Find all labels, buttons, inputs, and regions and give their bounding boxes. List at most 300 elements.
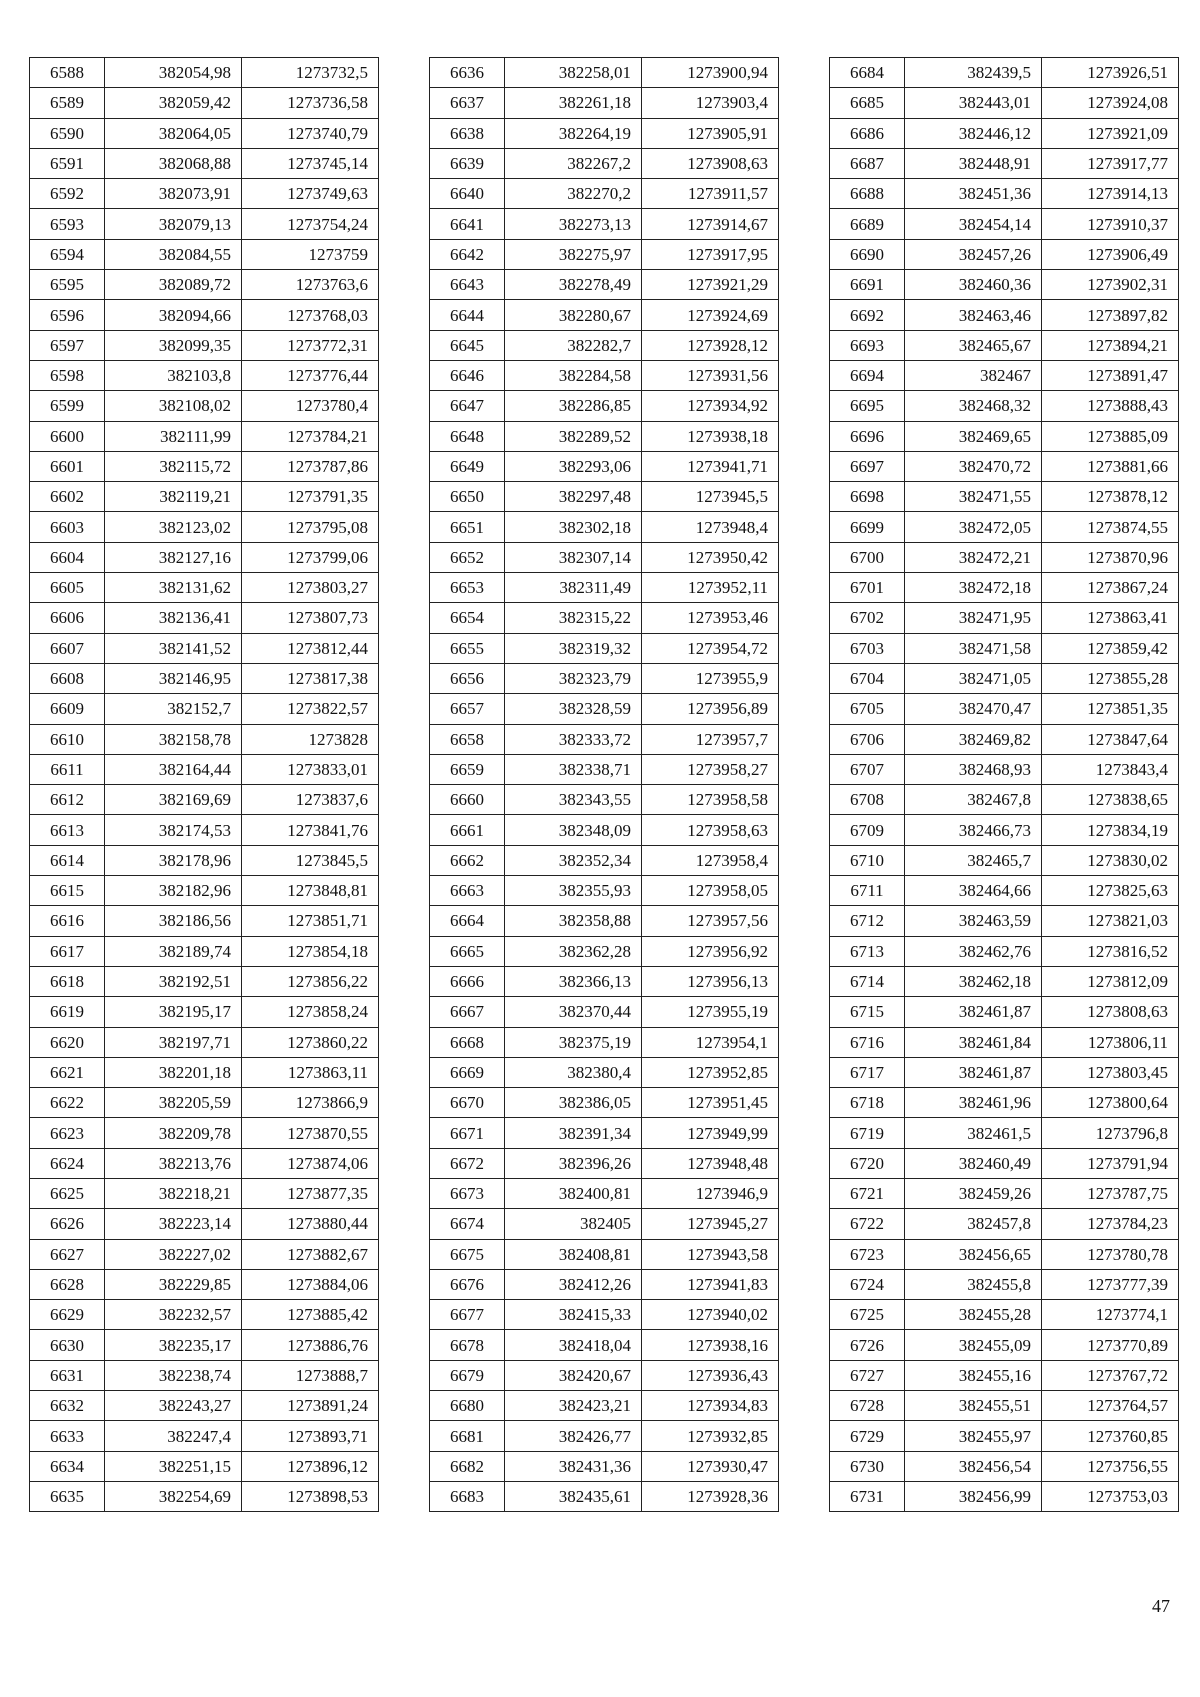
x-coordinate-cell: 382278,49	[505, 270, 642, 300]
y-coordinate-cell: 1273948,48	[642, 1148, 779, 1178]
point-number-cell: 6599	[30, 391, 105, 421]
x-coordinate-cell: 382443,01	[905, 88, 1042, 118]
x-coordinate-cell: 382089,72	[105, 270, 242, 300]
x-coordinate-cell: 382258,01	[505, 58, 642, 88]
point-number-cell: 6728	[830, 1391, 905, 1421]
y-coordinate-cell: 1273881,66	[1042, 451, 1179, 481]
y-coordinate-cell: 1273885,09	[1042, 421, 1179, 451]
table-row	[430, 1178, 779, 1208]
table-row	[830, 300, 1179, 330]
y-coordinate-cell: 1273903,4	[642, 88, 779, 118]
table-row	[430, 542, 779, 572]
table-row	[830, 1057, 1179, 1087]
x-coordinate-cell: 382468,93	[905, 754, 1042, 784]
table-row	[830, 421, 1179, 451]
x-coordinate-cell: 382302,18	[505, 512, 642, 542]
y-coordinate-cell: 1273760,85	[1042, 1421, 1179, 1451]
point-number-cell: 6716	[830, 1027, 905, 1057]
point-number-cell: 6705	[830, 694, 905, 724]
y-coordinate-cell: 1273837,6	[242, 785, 379, 815]
table-row	[30, 512, 379, 542]
y-coordinate-cell: 1273749,63	[242, 179, 379, 209]
x-coordinate-cell: 382471,55	[905, 482, 1042, 512]
point-number-cell: 6593	[30, 209, 105, 239]
x-coordinate-cell: 382348,09	[505, 815, 642, 845]
x-coordinate-cell: 382435,61	[505, 1481, 642, 1511]
x-coordinate-cell: 382446,12	[905, 118, 1042, 148]
y-coordinate-cell: 1273951,45	[642, 1088, 779, 1118]
coordinates-table-3	[829, 57, 1179, 1512]
x-coordinate-cell: 382273,13	[505, 209, 642, 239]
x-coordinate-cell: 382423,21	[505, 1391, 642, 1421]
table-row	[30, 1360, 379, 1390]
point-number-cell: 6689	[830, 209, 905, 239]
table-row	[830, 754, 1179, 784]
table-row	[430, 270, 779, 300]
y-coordinate-cell: 1273874,06	[242, 1148, 379, 1178]
table-row	[830, 1360, 1179, 1390]
point-number-cell: 6594	[30, 239, 105, 269]
table-row	[830, 1118, 1179, 1148]
x-coordinate-cell: 382243,27	[105, 1391, 242, 1421]
x-coordinate-cell: 382456,65	[905, 1239, 1042, 1269]
y-coordinate-cell: 1273851,35	[1042, 694, 1179, 724]
point-number-cell: 6701	[830, 573, 905, 603]
y-coordinate-cell: 1273943,58	[642, 1239, 779, 1269]
point-number-cell: 6677	[430, 1300, 505, 1330]
y-coordinate-cell: 1273936,43	[642, 1360, 779, 1390]
x-coordinate-cell: 382238,74	[105, 1360, 242, 1390]
point-number-cell: 6640	[430, 179, 505, 209]
table-row	[30, 845, 379, 875]
point-number-cell: 6731	[830, 1481, 905, 1511]
table-row	[830, 1300, 1179, 1330]
y-coordinate-cell: 1273911,57	[642, 179, 779, 209]
table-row	[830, 1421, 1179, 1451]
x-coordinate-cell: 382451,36	[905, 179, 1042, 209]
x-coordinate-cell: 382254,69	[105, 1481, 242, 1511]
point-number-cell: 6644	[430, 300, 505, 330]
y-coordinate-cell: 1273884,06	[242, 1269, 379, 1299]
point-number-cell: 6605	[30, 573, 105, 603]
y-coordinate-cell: 1273800,64	[1042, 1088, 1179, 1118]
table-row	[430, 1300, 779, 1330]
x-coordinate-cell: 382426,77	[505, 1421, 642, 1451]
table-row	[30, 148, 379, 178]
point-number-cell: 6642	[430, 239, 505, 269]
point-number-cell: 6637	[430, 88, 505, 118]
y-coordinate-cell: 1273940,02	[642, 1300, 779, 1330]
table-row	[30, 573, 379, 603]
x-coordinate-cell: 382465,67	[905, 330, 1042, 360]
point-number-cell: 6632	[30, 1391, 105, 1421]
table-row	[830, 118, 1179, 148]
point-number-cell: 6666	[430, 966, 505, 996]
x-coordinate-cell: 382457,8	[905, 1209, 1042, 1239]
x-coordinate-cell: 382293,06	[505, 451, 642, 481]
y-coordinate-cell: 1273770,89	[1042, 1330, 1179, 1360]
x-coordinate-cell: 382471,05	[905, 663, 1042, 693]
table-row	[830, 845, 1179, 875]
x-coordinate-cell: 382455,51	[905, 1391, 1042, 1421]
table-row	[30, 1481, 379, 1511]
x-coordinate-cell: 382462,18	[905, 966, 1042, 996]
y-coordinate-cell: 1273896,12	[242, 1451, 379, 1481]
table-row	[430, 876, 779, 906]
x-coordinate-cell: 382094,66	[105, 300, 242, 330]
x-coordinate-cell: 382328,59	[505, 694, 642, 724]
y-coordinate-cell: 1273958,4	[642, 845, 779, 875]
x-coordinate-cell: 382465,7	[905, 845, 1042, 875]
table-row	[430, 1360, 779, 1390]
table-row	[830, 1481, 1179, 1511]
table-row	[430, 966, 779, 996]
x-coordinate-cell: 382280,67	[505, 300, 642, 330]
x-coordinate-cell: 382235,17	[105, 1330, 242, 1360]
table-row	[830, 1239, 1179, 1269]
table-row	[430, 603, 779, 633]
y-coordinate-cell: 1273874,55	[1042, 512, 1179, 542]
x-coordinate-cell: 382270,2	[505, 179, 642, 209]
x-coordinate-cell: 382472,21	[905, 542, 1042, 572]
point-number-cell: 6724	[830, 1269, 905, 1299]
y-coordinate-cell: 1273956,89	[642, 694, 779, 724]
point-number-cell: 6623	[30, 1118, 105, 1148]
table-row	[30, 239, 379, 269]
y-coordinate-cell: 1273834,19	[1042, 815, 1179, 845]
point-number-cell: 6698	[830, 482, 905, 512]
x-coordinate-cell: 382468,32	[905, 391, 1042, 421]
point-number-cell: 6607	[30, 633, 105, 663]
table-row	[430, 148, 779, 178]
point-number-cell: 6646	[430, 360, 505, 390]
point-number-cell: 6653	[430, 573, 505, 603]
table-row	[430, 694, 779, 724]
y-coordinate-cell: 1273948,4	[642, 512, 779, 542]
y-coordinate-cell: 1273767,72	[1042, 1360, 1179, 1390]
point-number-cell: 6683	[430, 1481, 505, 1511]
x-coordinate-cell: 382247,4	[105, 1421, 242, 1451]
table-body	[830, 58, 1179, 1512]
y-coordinate-cell: 1273917,77	[1042, 148, 1179, 178]
point-number-cell: 6708	[830, 785, 905, 815]
y-coordinate-cell: 1273949,99	[642, 1118, 779, 1148]
point-number-cell: 6663	[430, 876, 505, 906]
point-number-cell: 6692	[830, 300, 905, 330]
y-coordinate-cell: 1273934,92	[642, 391, 779, 421]
x-coordinate-cell: 382355,93	[505, 876, 642, 906]
x-coordinate-cell: 382282,7	[505, 330, 642, 360]
point-number-cell: 6681	[430, 1421, 505, 1451]
x-coordinate-cell: 382319,32	[505, 633, 642, 663]
point-number-cell: 6624	[30, 1148, 105, 1178]
y-coordinate-cell: 1273908,63	[642, 148, 779, 178]
table-row	[30, 300, 379, 330]
point-number-cell: 6616	[30, 906, 105, 936]
point-number-cell: 6706	[830, 724, 905, 754]
table-row	[30, 270, 379, 300]
point-number-cell: 6657	[430, 694, 505, 724]
y-coordinate-cell: 1273900,94	[642, 58, 779, 88]
point-number-cell: 6730	[830, 1451, 905, 1481]
point-number-cell: 6722	[830, 1209, 905, 1239]
point-number-cell: 6600	[30, 421, 105, 451]
table-row	[30, 663, 379, 693]
y-coordinate-cell: 1273736,58	[242, 88, 379, 118]
x-coordinate-cell: 382131,62	[105, 573, 242, 603]
x-coordinate-cell: 382182,96	[105, 876, 242, 906]
x-coordinate-cell: 382284,58	[505, 360, 642, 390]
table-row	[30, 1027, 379, 1057]
y-coordinate-cell: 1273956,13	[642, 966, 779, 996]
table-row	[30, 1209, 379, 1239]
y-coordinate-cell: 1273768,03	[242, 300, 379, 330]
x-coordinate-cell: 382470,47	[905, 694, 1042, 724]
point-number-cell: 6647	[430, 391, 505, 421]
table-row	[830, 694, 1179, 724]
table-row	[430, 997, 779, 1027]
y-coordinate-cell: 1273808,63	[1042, 997, 1179, 1027]
point-number-cell: 6641	[430, 209, 505, 239]
x-coordinate-cell: 382108,02	[105, 391, 242, 421]
point-number-cell: 6713	[830, 936, 905, 966]
table-row	[30, 1239, 379, 1269]
table-row	[30, 997, 379, 1027]
table-row	[830, 482, 1179, 512]
x-coordinate-cell: 382099,35	[105, 330, 242, 360]
table-row	[30, 1391, 379, 1421]
point-number-cell: 6628	[30, 1269, 105, 1299]
y-coordinate-cell: 1273891,47	[1042, 360, 1179, 390]
table-row	[430, 1088, 779, 1118]
y-coordinate-cell: 1273780,78	[1042, 1239, 1179, 1269]
table-row	[830, 270, 1179, 300]
table-row	[430, 936, 779, 966]
y-coordinate-cell: 1273924,08	[1042, 88, 1179, 118]
x-coordinate-cell: 382362,28	[505, 936, 642, 966]
point-number-cell: 6723	[830, 1239, 905, 1269]
x-coordinate-cell: 382461,84	[905, 1027, 1042, 1057]
x-coordinate-cell: 382197,71	[105, 1027, 242, 1057]
y-coordinate-cell: 1273891,24	[242, 1391, 379, 1421]
y-coordinate-cell: 1273821,03	[1042, 906, 1179, 936]
x-coordinate-cell: 382186,56	[105, 906, 242, 936]
point-number-cell: 6680	[430, 1391, 505, 1421]
y-coordinate-cell: 1273812,09	[1042, 966, 1179, 996]
table-row	[830, 906, 1179, 936]
table-row	[430, 209, 779, 239]
y-coordinate-cell: 1273957,56	[642, 906, 779, 936]
point-number-cell: 6635	[30, 1481, 105, 1511]
table-row	[430, 633, 779, 663]
table-row	[830, 58, 1179, 88]
x-coordinate-cell: 382275,97	[505, 239, 642, 269]
table-row	[30, 1421, 379, 1451]
x-coordinate-cell: 382079,13	[105, 209, 242, 239]
y-coordinate-cell: 1273863,11	[242, 1057, 379, 1087]
table-row	[430, 785, 779, 815]
point-number-cell: 6656	[430, 663, 505, 693]
y-coordinate-cell: 1273897,82	[1042, 300, 1179, 330]
x-coordinate-cell: 382152,7	[105, 694, 242, 724]
point-number-cell: 6702	[830, 603, 905, 633]
table-row	[30, 754, 379, 784]
point-number-cell: 6615	[30, 876, 105, 906]
y-coordinate-cell: 1273791,35	[242, 482, 379, 512]
point-number-cell: 6588	[30, 58, 105, 88]
table-row	[830, 330, 1179, 360]
point-number-cell: 6684	[830, 58, 905, 88]
table-row	[830, 1178, 1179, 1208]
table-row	[30, 724, 379, 754]
table-row	[830, 1088, 1179, 1118]
table-row	[30, 360, 379, 390]
x-coordinate-cell: 382461,87	[905, 997, 1042, 1027]
y-coordinate-cell: 1273841,76	[242, 815, 379, 845]
x-coordinate-cell: 382223,14	[105, 1209, 242, 1239]
point-number-cell: 6727	[830, 1360, 905, 1390]
table-row	[30, 118, 379, 148]
x-coordinate-cell: 382469,82	[905, 724, 1042, 754]
y-coordinate-cell: 1273812,44	[242, 633, 379, 663]
y-coordinate-cell: 1273756,55	[1042, 1451, 1179, 1481]
table-row	[430, 845, 779, 875]
table-row	[30, 785, 379, 815]
x-coordinate-cell: 382460,36	[905, 270, 1042, 300]
y-coordinate-cell: 1273787,86	[242, 451, 379, 481]
table-row	[30, 936, 379, 966]
x-coordinate-cell: 382073,91	[105, 179, 242, 209]
table-row	[30, 633, 379, 663]
point-number-cell: 6661	[430, 815, 505, 845]
y-coordinate-cell: 1273866,9	[242, 1088, 379, 1118]
y-coordinate-cell: 1273851,71	[242, 906, 379, 936]
point-number-cell: 6631	[30, 1360, 105, 1390]
y-coordinate-cell: 1273753,03	[1042, 1481, 1179, 1511]
x-coordinate-cell: 382352,34	[505, 845, 642, 875]
table-row	[430, 1421, 779, 1451]
table-row	[830, 997, 1179, 1027]
table-row	[430, 300, 779, 330]
x-coordinate-cell: 382358,88	[505, 906, 642, 936]
table-row	[30, 1269, 379, 1299]
x-coordinate-cell: 382461,87	[905, 1057, 1042, 1087]
point-number-cell: 6725	[830, 1300, 905, 1330]
x-coordinate-cell: 382323,79	[505, 663, 642, 693]
y-coordinate-cell: 1273803,45	[1042, 1057, 1179, 1087]
x-coordinate-cell: 382454,14	[905, 209, 1042, 239]
point-number-cell: 6660	[430, 785, 505, 815]
y-coordinate-cell: 1273957,7	[642, 724, 779, 754]
y-coordinate-cell: 1273784,23	[1042, 1209, 1179, 1239]
point-number-cell: 6691	[830, 270, 905, 300]
point-number-cell: 6591	[30, 148, 105, 178]
point-number-cell: 6670	[430, 1088, 505, 1118]
y-coordinate-cell: 1273914,13	[1042, 179, 1179, 209]
x-coordinate-cell: 382201,18	[105, 1057, 242, 1087]
point-number-cell: 6671	[430, 1118, 505, 1148]
point-number-cell: 6699	[830, 512, 905, 542]
y-coordinate-cell: 1273878,12	[1042, 482, 1179, 512]
x-coordinate-cell: 382460,49	[905, 1148, 1042, 1178]
table-row	[30, 451, 379, 481]
x-coordinate-cell: 382311,49	[505, 573, 642, 603]
point-number-cell: 6651	[430, 512, 505, 542]
x-coordinate-cell: 382466,73	[905, 815, 1042, 845]
table-row	[430, 1027, 779, 1057]
table-row	[30, 542, 379, 572]
point-number-cell: 6715	[830, 997, 905, 1027]
point-number-cell: 6678	[430, 1330, 505, 1360]
table-row	[430, 451, 779, 481]
y-coordinate-cell: 1273774,1	[1042, 1300, 1179, 1330]
point-number-cell: 6721	[830, 1178, 905, 1208]
table-row	[430, 1239, 779, 1269]
x-coordinate-cell: 382213,76	[105, 1148, 242, 1178]
table-row	[430, 724, 779, 754]
x-coordinate-cell: 382189,74	[105, 936, 242, 966]
table-row	[430, 906, 779, 936]
table-row	[830, 209, 1179, 239]
y-coordinate-cell: 1273926,51	[1042, 58, 1179, 88]
point-number-cell: 6729	[830, 1421, 905, 1451]
point-number-cell: 6645	[430, 330, 505, 360]
x-coordinate-cell: 382456,99	[905, 1481, 1042, 1511]
y-coordinate-cell: 1273856,22	[242, 966, 379, 996]
point-number-cell: 6696	[830, 421, 905, 451]
y-coordinate-cell: 1273791,94	[1042, 1148, 1179, 1178]
x-coordinate-cell: 382431,36	[505, 1451, 642, 1481]
y-coordinate-cell: 1273833,01	[242, 754, 379, 784]
table-row	[30, 391, 379, 421]
table-row	[30, 330, 379, 360]
table-row	[430, 573, 779, 603]
point-number-cell: 6612	[30, 785, 105, 815]
x-coordinate-cell: 382415,33	[505, 1300, 642, 1330]
x-coordinate-cell: 382064,05	[105, 118, 242, 148]
y-coordinate-cell: 1273902,31	[1042, 270, 1179, 300]
point-number-cell: 6700	[830, 542, 905, 572]
table-row	[30, 1451, 379, 1481]
x-coordinate-cell: 382297,48	[505, 482, 642, 512]
point-number-cell: 6662	[430, 845, 505, 875]
y-coordinate-cell: 1273759	[242, 239, 379, 269]
x-coordinate-cell: 382289,52	[505, 421, 642, 451]
point-number-cell: 6693	[830, 330, 905, 360]
x-coordinate-cell: 382464,66	[905, 876, 1042, 906]
y-coordinate-cell: 1273787,75	[1042, 1178, 1179, 1208]
point-number-cell: 6674	[430, 1209, 505, 1239]
point-number-cell: 6697	[830, 451, 905, 481]
point-number-cell: 6703	[830, 633, 905, 663]
y-coordinate-cell: 1273956,92	[642, 936, 779, 966]
y-coordinate-cell: 1273796,8	[1042, 1118, 1179, 1148]
y-coordinate-cell: 1273882,67	[242, 1239, 379, 1269]
x-coordinate-cell: 382192,51	[105, 966, 242, 996]
y-coordinate-cell: 1273799,06	[242, 542, 379, 572]
x-coordinate-cell: 382470,72	[905, 451, 1042, 481]
y-coordinate-cell: 1273952,11	[642, 573, 779, 603]
point-number-cell: 6711	[830, 876, 905, 906]
point-number-cell: 6639	[430, 148, 505, 178]
table-row	[830, 148, 1179, 178]
table-row	[30, 1330, 379, 1360]
y-coordinate-cell: 1273938,18	[642, 421, 779, 451]
y-coordinate-cell: 1273772,31	[242, 330, 379, 360]
table-row	[30, 1148, 379, 1178]
table-row	[830, 603, 1179, 633]
x-coordinate-cell: 382420,67	[505, 1360, 642, 1390]
